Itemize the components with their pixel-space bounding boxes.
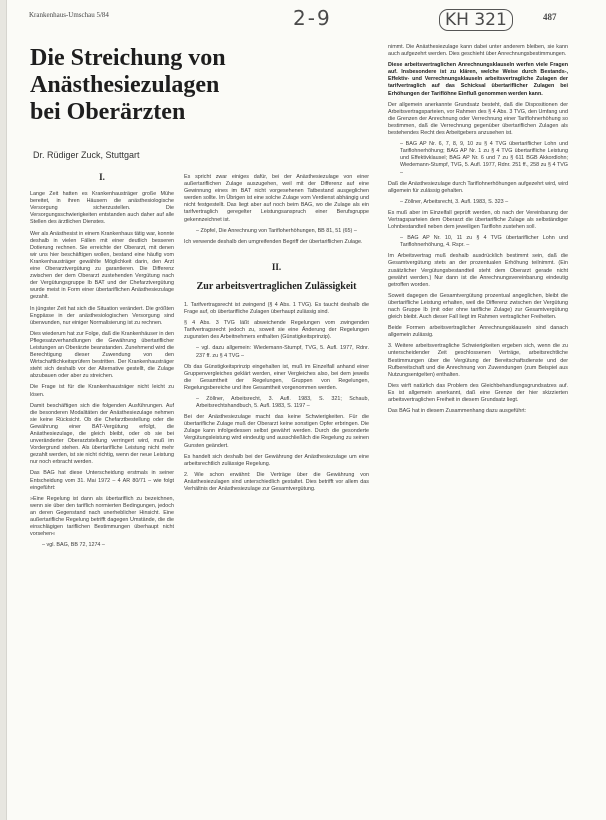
paragraph: Das BAG hat diese Unterscheidung erstmals in seiner Entscheidung vom 31. Mai 1972 – 4 AR 80/71 – wie folgt eingeführt: [30,470,174,491]
paragraph: 2. Wie schon erwähnt: Die Verträge über die Gewährung von Anästhesiezulagen sind unterschiedlich gestaltet. Dies betrifft vor allem das Verhältnis der Anästhesiezulage zur Gesamtvergütung. [184,471,369,492]
paragraph: Im Arbeitsvertrag muß deshalb ausdrücklich bestimmt sein, daß die Gesamtvergütung stets an der prozentualen Erhöhung teilnimmt. (Ein zusätzlicher Vergütungsbestandteil steht dem Oberarzt gerade nicht gewährt werden.) Nur dann ist die Anrechnungsvereinbarung eindeutig getroffen worden. [388,253,568,288]
column-2 [184,174,369,497]
paragraph: Das BAG hat in diesem Zusammenhang dazu ausgeführt: [388,408,527,415]
citation: – Zöllner, Arbeitsrecht, 3. Aufl. 1983, S. 323 – [400,198,509,205]
column-1 [30,174,174,553]
quote: »Eine Regelung ist dann als übertariflich zu bezeichnen, wenn sie über den tariflich normierten Bedingungen, jedoch an deren Gegenstand nach unerheblicher Hinsicht. Eine außertarifliche Regelung betrifft dagegen Umstände, die die einschlägigen tariflichen Bestimmungen überhaupt nicht vorsehen« [30,495,174,538]
article-title: Die Streichung von Anästhesiezulagen bei Oberärzten [30,45,226,125]
section-number-2: II. [271,261,282,272]
paragraph: Dies wirft natürlich das Problem des Gleichbehandlungsgrundsatzes auf. Es ist allgemein anerkannt, daß eine Grenze der hier skizzierten arbeitsvertraglichen Freiheit in diesem Grundsatz liegt. [388,382,568,404]
citation: – vgl. BAG, BB 72, 1274 – [42,542,105,549]
handwritten-code: KH 321 [439,9,513,31]
paragraph: Es handelt sich deshalb bei der Gewährung der Anästhesiezulage um eine arbeitsrechtlich zulässige Regelung. [184,453,369,467]
paragraph: nimmt. Die Anästhesiezulage kann dabei unter anderem bleiben, sie kann auch aufgezehrt werden. Dies geschieht über Anrechnungsbestimmungen. [388,44,568,58]
paragraph: Ob das Günstigkeitsprinzip eingehalten ist, muß im Einzelfall anhand einer Gruppenvergleiches geklärt werden, einer Vergleiches also, bei dem jeweils die Gesamtheit der Regelungen, Gruppen von Regelungen, Regelungsbereiche und ihre Gesamtheit vorgenommen werden. [184,363,369,391]
paragraph: Beide Formen arbeitsvertraglicher Anrechnungsklauseln sind danach allgemein zulässig. [388,325,568,339]
citation: – BAG AP Nr. 10, 11 zu § 4 TVG übertariflicher Lohn und Tariflohnerhöhung, 4. Rspr. – [400,235,568,249]
page-edge-shadow [0,0,7,820]
paragraph: Bei der Anästhesiezulage macht das keine Schwierigkeiten. Für die übertarifliche Zulage muß der Oberarzt keine sonstigen Opfer erbringen. Die Zulage kann infolgedessen selbst gewährt werden. Durch die gesonderte Vergütungsleistung wird eindeutig und ausschließlich die Regelung zu seinen Gunsten geändert. [184,414,369,449]
paragraph: Wer als Anästhesist in einem Krankenhaus tätig war, konnte deshalb in vielen Fällen mit einer deutlich besseren Dotierung rechnen. Sie erreichte der Oberarzt, mit denen wir uns hier beschäftigen wollen, bestand eine häufig vom Krankenhausträger gewählte Möglichkeit darin, den Arzt eine Oberarztvergütung zu garantieren. Die Differenz zwischen der dem Oberarzt zustehenden Vergütung nach der Vergütungsgruppe Ib BAT und der Chefarztvergütung wurde meist in Form einer übertariflichen Anästhesiezulage gezahlt. [30,230,174,301]
paragraph: 1. Tarifvertragsrecht ist zwingend (§ 4 Abs. 1 TVG). Es taucht deshalb die Frage auf, ob übertarifliche Zulagen überhaupt zulässig sind. [184,301,369,316]
paragraph: Die Frage ist für die Krankenhausträger nicht leicht zu lösen. [30,384,174,398]
section-title-2: Zur arbeitsvertraglichen Zulässigkeit [196,280,357,292]
journal-header: Krankenhaus-Umschau 5/84 [29,11,109,19]
paragraph: In jüngster Zeit hat sich die Situation verändert. Die größten Engpässe in der anästhesiologischen Versorgung sind überwunden, nur einiger Normalisierung ist zu rechnen. [30,305,174,326]
paragraph: Es spricht zwar einiges dafür, bei der Anästhesiezulage von einer außertariflichen Zulage auszugehen, weil mit der Differenz auf eine Gewinnung eines im BAT nicht vorgesehenen Tatbestand ausgeglichen werden sollte. Im Übrigen ist eine solche Zulage vom Verdienst abhängig und nicht festgestellt. Das liegt aber auf noch beim BAG, wo die Zulage als ein tarifvertraglich geregelter Leistungsanspruch einer Berufsgruppe gekennzeichnet ist. [184,174,369,223]
citation: – vgl. dazu allgemein: Wiedemann-Stumpf, TVG, 5. Aufl. 1977, Rdnr. 237 ff. zu § 4 TVG – [196,345,369,359]
column-3 [388,44,568,419]
handwritten-number: 2-9 [293,6,332,30]
section-number-1: I. [99,172,105,182]
paragraph: Ich verwende deshalb den umgreifenden Begriff der übertariflichen Zulage. [184,238,363,245]
citation: – BAG AP Nr. 6, 7, 8, 9, 10 zu § 4 TVG übertariflicher Lohn und Tariflohnerhöhung; BAG AP Nr. 1 zu § 4 TVG übertarifliche Leistung und Effektivklausel; BAG AP Nr. 6 und 7 zu § 611 BGB Akkordlohn; Wiedemann-Stumpf, TVG, 5. Aufl. 1977, Rdnr. 251 ff., 258 zu § 4 TVG – [400,141,568,176]
article-author: Dr. Rüdiger Zuck, Stuttgart [33,150,140,160]
paragraph: 3. Weitere arbeitsvertragliche Schwierigkeiten ergeben sich, wenn die zu unterscheidender Zeit geschlossenen Verträge, arbeitsrechtliche Bestimmungen über die Vergütung der Bereitschaftsdienste und der Rufbereitschaft und die Anrechnung von Zuwendungen (zum Beispiel aus Nutzungsentgelten) enthalten. [388,343,568,378]
page-number: 487 [543,12,557,22]
paragraph: Soweit dagegen die Gesamtvergütung prozentual angeglichen, bleibt die übertarifliche Leistung erhalten, weil die Differenz zwischen der Vergütung nach Gruppe Ib (mit oder ohne tarifliche Zulage) zur Gesamtvergütung gleich bleibt. Auch dieser Fall liegt im Rahmen vertraglicher Freiheiten. [388,292,568,321]
paragraph: Daß die Anästhesiezulage durch Tariflohnerhöhungen aufgezehrt wird, wird allgemein für zulässig gehalten. [388,180,568,194]
citation: – Zöllner, Arbeitsrecht, 3. Aufl. 1983, S. 321; Schaub, Arbeitsrechtshandbuch, 5. Aufl. 1983, S. 1197 – [196,395,369,410]
citation: – Zöpfel, Die Anrechnung von Tarifloherhöhungen, BB 81, 51 (65) – [196,227,357,234]
paragraph: Dies wiederum hat zur Folge, daß die Krankenhäuser in den Pflegesatzverhandlungen die Gewährung übertariflicher Leistungen an Oberärzte beanstanden. Zunehmend wird die Berechtigung dieser Zuwendung von den Wirtschaftlichkeitsprüfern bestritten. Der Krankenhausträger steht sich deshalb vor der Alternative gestellt, die Zulage abzubauen oder aber zu streichen. [30,330,174,380]
paragraph: Lange Zeit hatten es Krankenhausträger große Mühe bereitet, in ihren Häusern die anästhesiologische Versorgung sicherzustellen. Die Versorgungsschwierigkeiten entstanden auch daher auf alle Stellen des ärztlichen Dienstes. [30,191,174,226]
paragraph: Damit beschäftigen sich die folgenden Ausführungen. Auf die besonderen Modalitäten der Anästhesiezulage nehmen sie keine Rücksicht. Ob die Chefarztbestellung oder die Gewährung einer BAT-Vergütung erfolgt, die Anästhesiezulage, die gleich bleibt, oder ob sie bei unveränderter Oberarztstellung verringert wird, muß im Vordergrund stehen. Als übertarifliche Leistung nicht mehr gezahlt werden, ist sie nicht richtig, wenn der neue Leistung nur noch erbracht werden. [30,402,174,466]
paragraph: § 4 Abs. 3 TVG läßt abweichende Regelungen vom zwingenden Tarifvertragsrecht jedoch zu, soweit sie eine Änderung der Regelungen zugunsten des Arbeitnehmers enthalten (Günstigkeitsprinzip). [184,320,369,341]
paragraph: Diese arbeitsvertraglichen Anrechnungsklauseln werfen viele Fragen auf. Insbesondere ist zu klären, welche Weise durch Bestands-, Effektiv- und Verrechnungsklauseln arbeitsvertragliche Zulagen der tarifvertraglich auf das Schicksal übertariflicher Zulagen bei Erhöhungen der Tariflöhne Einfluß genommen werden kann. [388,62,568,97]
paragraph: Es muß aber im Einzelfall geprüft werden, ob nach der Vereinbarung der Vertragsparteien dem Oberarzt die übertarifliche Zulage als selbständiger Lohnbestandteil neben dem jeweiligen Tariflohn zustehen soll. [388,209,568,231]
paragraph: Der allgemein anerkannte Grundsatz besteht, daß die Dispositionen der Arbeitsvertragsparteien, vor Rahmen des § 4 Abs. 3 TVG, den Umfang und die Grenzen der Anrechnung oder Verrechnung einer Tariflohnerhöhung so bestimmen, daß die Verrechnung gegenüber übertariflichen Zulagen als bestehendes Recht des Arbeitgebers anzusehen ist. [388,101,568,137]
